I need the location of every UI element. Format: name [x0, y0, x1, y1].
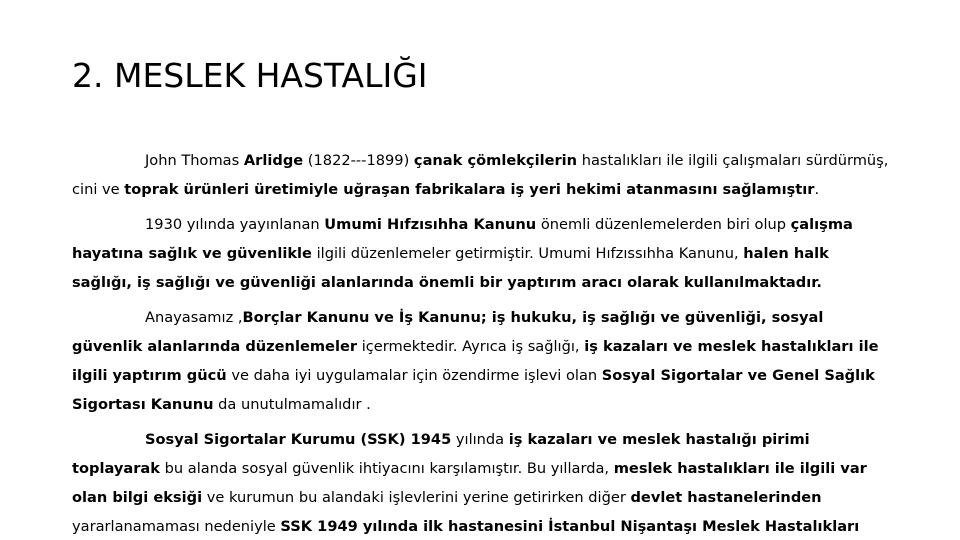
- text-segment: yararlanamaması nedeniyle: [72, 518, 281, 535]
- slide-body: [72, 146, 890, 540]
- bold-text-segment: Arlidge: [243, 152, 304, 169]
- bold-text-segment: Borçlar Kanunu ve İş Kanunu; iş hukuku, iş sağlığı ve güvenliği, sosyal güvenlik alanlarında düzenlemeler: [72, 309, 824, 355]
- bold-text-segment: halen halk sağlığı, iş sağlığı ve güvenliği alanlarında önemli bir yaptırım aracı olarak kullanılmaktadır.: [72, 245, 829, 291]
- text-segment: hastalıkları ile ilgili çalışmaları sürdürmüş, cini ve: [72, 152, 889, 198]
- bold-text-segment: devlet hastanelerinden: [630, 489, 822, 506]
- text-segment: önemli düzenlemelerden biri olup: [536, 216, 791, 233]
- bold-text-segment: iş kazaları ve meslek hastalıkları ile ilgili yaptırım gücü: [72, 338, 879, 384]
- text-segment: da unutulmamalıdır .: [213, 396, 371, 413]
- text-segment: bu alanda sosyal güvenlik ihtiyacını karşılamıştır. Bu yıllarda,: [159, 460, 614, 477]
- paragraph-anayasa: [72, 303, 890, 419]
- bold-text-segment: meslek hastalıkları ile ilgili var olan bilgi eksiği: [72, 460, 867, 506]
- text-segment: yılında: [451, 431, 509, 448]
- text-segment: Anayasamız ,: [145, 309, 243, 326]
- paragraph-umumi-hifzisihha: [72, 210, 890, 297]
- bold-text-segment: toprak ürünleri üretimiyle uğraşan fabrikalara iş yeri hekimi atanmasını sağlamıştır: [124, 181, 815, 198]
- bold-text-segment: Umumi Hıfzısıhha Kanunu: [324, 216, 537, 233]
- text-segment: (1822---1899): [303, 152, 414, 169]
- paragraph-ssk: [72, 425, 890, 540]
- text-segment: içermektedir. Ayrıca iş sağlığı,: [357, 338, 585, 355]
- paragraph-arlidge: [72, 146, 890, 204]
- text-segment: ve kurumun bu alandaki işlevlerini yerine getirirken diğer: [202, 489, 631, 506]
- bold-text-segment: çalışma hayatına sağlık ve güvenlikle: [72, 216, 853, 262]
- bold-text-segment: Sosyal Sigortalar Kurumu (SSK) 1945: [145, 431, 452, 448]
- text-segment: ve daha iyi uygulamalar için özendirme işlevi olan: [226, 367, 602, 384]
- text-segment: .: [814, 181, 820, 198]
- slide-title: 2. MESLEK HASTALIĞI: [72, 56, 428, 95]
- bold-text-segment: çanak çömlekçilerin: [413, 152, 578, 169]
- bold-text-segment: Sosyal Sigortalar ve Genel Sağlık Sigortası Kanunu: [72, 367, 875, 413]
- text-segment: John Thomas: [145, 152, 244, 169]
- text-segment: 1930 yılında yayınlanan: [145, 216, 325, 233]
- text-segment: ilgili düzenlemeler getirmiştir. Umumi Hıfzıssıhha Kanunu,: [311, 245, 744, 262]
- bold-text-segment: SSK 1949 yılında ilk hastanesini İstanbul Nişantaşı Meslek Hastalıkları: [280, 518, 860, 535]
- bold-text-segment: iş kazaları ve meslek hastalığı pirimi toplayarak: [72, 431, 810, 477]
